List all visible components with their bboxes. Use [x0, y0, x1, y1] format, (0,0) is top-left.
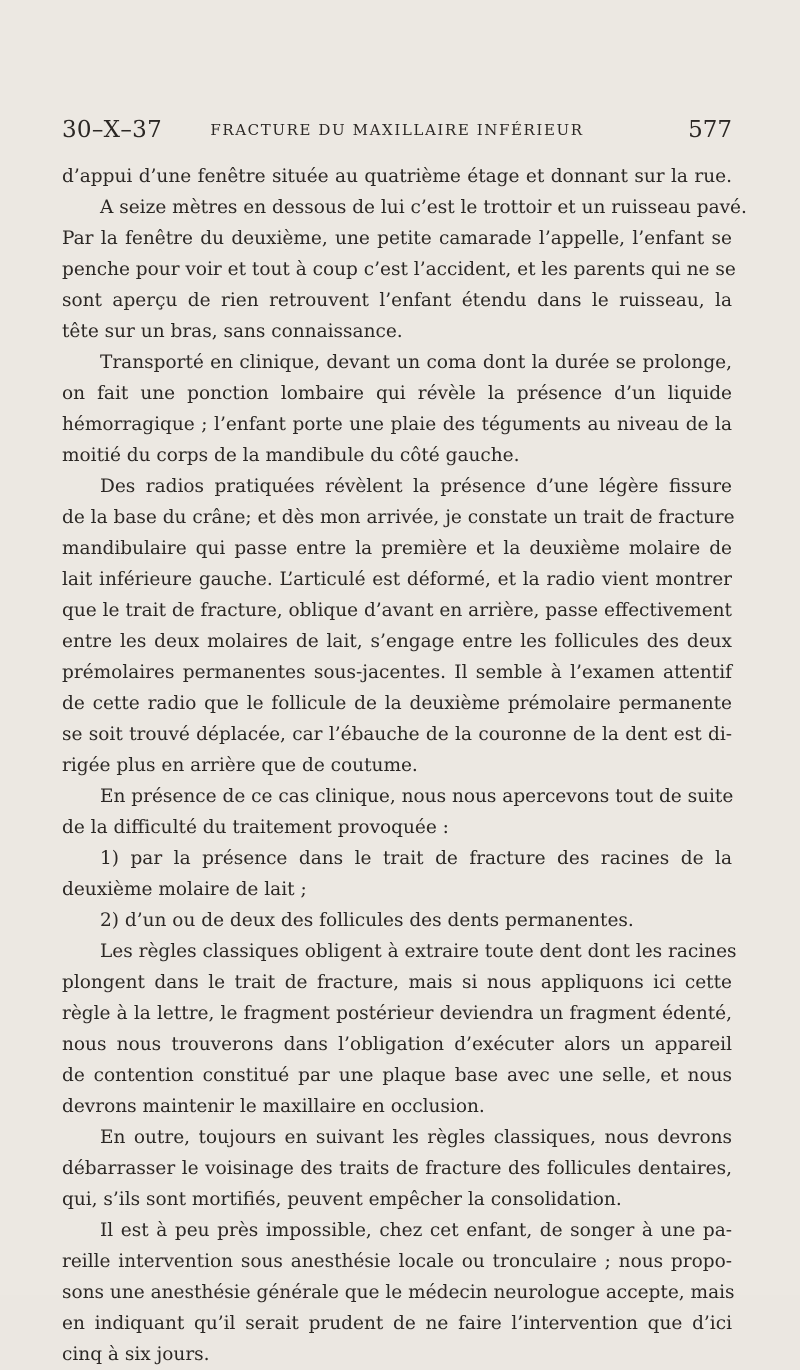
text-line: Par la fenêtre du deuxième, une petite camarade l’appelle, l’enfant se [62, 228, 732, 249]
text-line: nous nous trouverons dans l’obligation d’exécuter alors un appareil [62, 1034, 732, 1055]
page-number: 577 [688, 117, 732, 143]
text-line: débarrasser le voisinage des traits de fracture des follicules dentaires, [62, 1158, 732, 1179]
text-line: de contention constitué par une plaque base avec une selle, et nous [62, 1065, 732, 1086]
text-line: Les règles classiques obligent à extraire toute dent dont les racines [100, 941, 737, 962]
text-line: en indiquant qu’il serait prudent de ne faire l’intervention que d’ici [62, 1313, 732, 1334]
text-line: 2) d’un ou de deux des follicules des dents permanentes. [100, 910, 634, 931]
text-line: penche pour voir et tout à coup c’est l’accident, et les parents qui ne se [62, 259, 736, 280]
text-line: entre les deux molaires de lait, s’engage entre les follicules des deux [62, 631, 732, 652]
text-line: sont aperçu de rien retrouvent l’enfant étendu dans le ruisseau, la [62, 290, 732, 311]
text-line: de la base du crâne; et dès mon arrivée, je constate un trait de fracture [62, 507, 735, 528]
text-line: Des radios pratiquées révèlent la présence d’une légère fissure [100, 476, 732, 497]
text-line: qui, s’ils sont mortifiés, peuvent empêcher la consolidation. [62, 1189, 622, 1210]
text-line: hémorragique ; l’enfant porte une plaie des téguments au niveau de la [62, 414, 732, 435]
text-line: Il est à peu près impossible, chez cet enfant, de songer à une pa- [100, 1220, 732, 1241]
text-line: Transporté en clinique, devant un coma dont la durée se prolonge, [100, 352, 732, 373]
text-line: devrons maintenir le maxillaire en occlusion. [62, 1096, 485, 1117]
text-line: reille intervention sous anesthésie locale ou tronculaire ; nous propo- [62, 1251, 732, 1272]
text-line: sons une anesthésie générale que le médecin neurologue accepte, mais [62, 1282, 735, 1303]
text-line: cinq à six jours. [62, 1344, 210, 1365]
text-line: de la difficulté du traitement provoquée : [62, 817, 449, 838]
text-line: mandibulaire qui passe entre la première et la deuxième molaire de [62, 538, 732, 559]
text-line: tête sur un bras, sans connaissance. [62, 321, 403, 342]
text-line: on fait une ponction lombaire qui révèle la présence d’un liquide [62, 383, 732, 404]
text-line: règle à la lettre, le fragment postérieur deviendra un fragment édenté, [62, 1003, 732, 1024]
text-line: rigée plus en arrière que de coutume. [62, 755, 418, 776]
text-line: moitié du corps de la mandibule du côté gauche. [62, 445, 520, 466]
running-header [62, 117, 732, 147]
text-line: plongent dans le trait de fracture, mais si nous appliquons ici cette [62, 972, 732, 993]
text-line: 1) par la présence dans le trait de fracture des racines de la [100, 848, 732, 869]
text-line: prémolaires permanentes sous-jacentes. Il semble à l’examen attentif [62, 662, 732, 683]
text-line: lait inférieure gauche. L’articulé est déformé, et la radio vient montrer [62, 569, 732, 590]
text-line: de cette radio que le follicule de la deuxième prémolaire permanente [62, 693, 732, 714]
text-line: A seize mètres en dessous de lui c’est le trottoir et un ruisseau pavé. [100, 197, 747, 218]
text-line: En présence de ce cas clinique, nous nous apercevons tout de suite [100, 786, 734, 807]
body-text [62, 161, 747, 1370]
text-line: d’appui d’une fenêtre située au quatrième étage et donnant sur la rue. [62, 166, 732, 187]
text-line: se soit trouvé déplacée, car l’ébauche de la couronne de la dent est di- [62, 724, 732, 745]
text-line: que le trait de fracture, oblique d’avant en arrière, passe effectivement [62, 600, 732, 621]
header-date: 30–X–37 [62, 117, 163, 143]
text-line: deuxième molaire de lait ; [62, 879, 307, 900]
header-title: FRACTURE DU MAXILLAIRE INFÉRIEUR [210, 121, 584, 139]
text-line: En outre, toujours en suivant les règles classiques, nous devrons [100, 1127, 732, 1148]
